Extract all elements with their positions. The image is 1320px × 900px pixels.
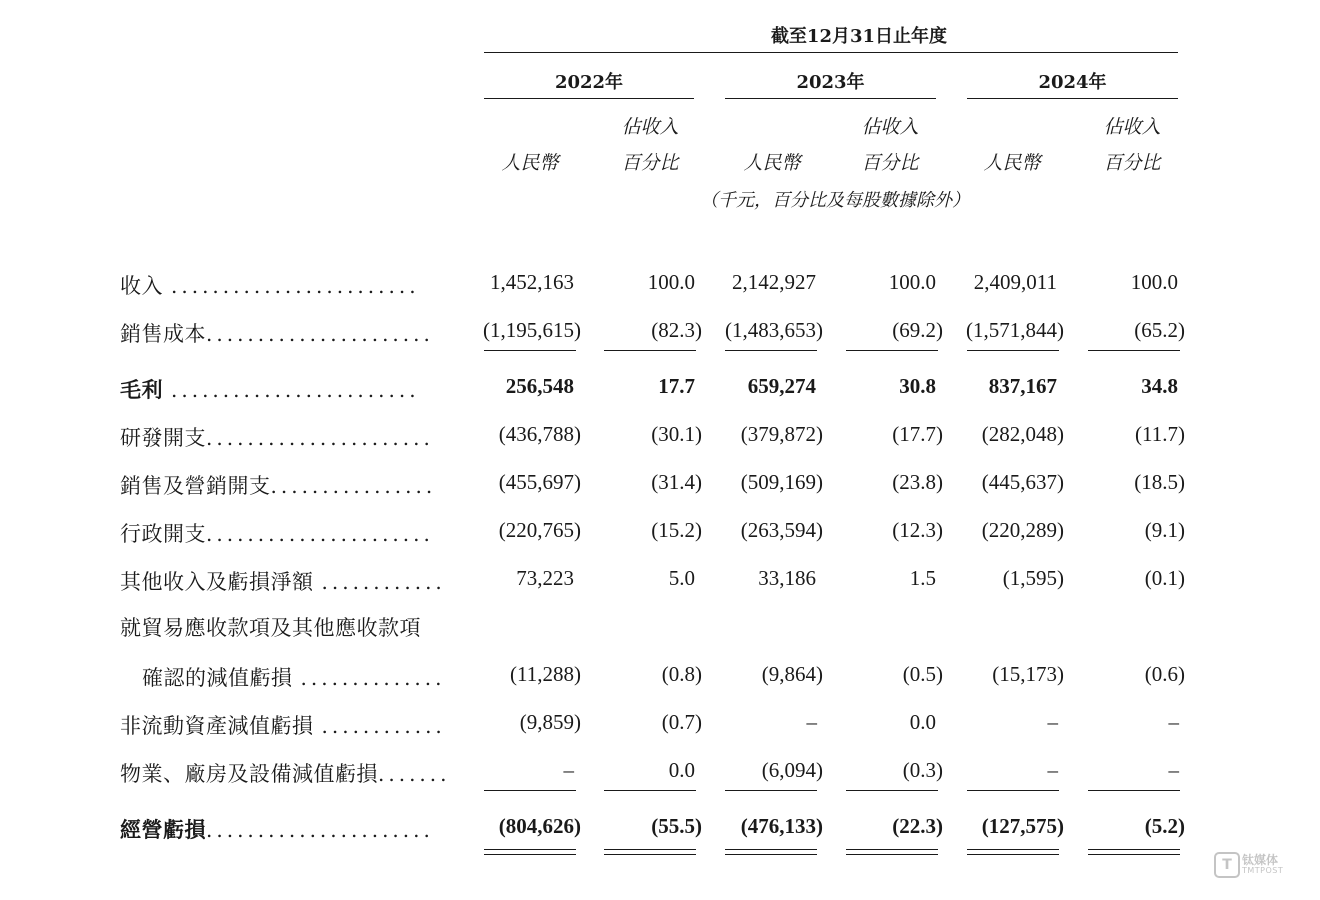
row-selling-2023-pct: (23.8) [892,470,943,494]
row-label-revenue: 收入 ........................ [120,274,420,298]
subtotal-rule2-2022-amount [484,790,576,791]
row-gross-2022-amount: 256,548 [505,374,574,398]
row-admin-2024-amount: (220,289) [981,518,1064,542]
row-revenue-2023-amount: 2,142,927 [732,270,816,294]
row-noncurrent-2023-pct: 0.0 [909,710,936,734]
row-label-receivables-impairment: 確認的減值虧損 .............. [142,666,446,690]
row-noncurrent-2024-pct: – [1168,710,1179,734]
row-ppe-2023-pct: (0.3) [902,758,943,782]
row-cost-2023-pct: (69.2) [892,318,943,342]
row-selling-2024-amount: (445,637) [981,470,1064,494]
pct-header-2022-line1: 佔收入 [621,116,679,138]
currency-header-2022: 人民幣 [501,152,559,174]
subtotal-rule2-2022-pct [604,790,696,791]
total-rule-2024-amount-b [967,854,1059,855]
row-other-2022-pct: 5.0 [668,566,695,590]
subtotal-rule-2023-pct [846,350,938,351]
total-rule-2022-pct-b [604,854,696,855]
row-label-operating-loss: 經營虧損...................... [120,817,434,842]
row-other-2023-amount: 33,186 [758,566,816,590]
row-rnd-2023-pct: (17.7) [892,422,943,446]
row-revenue-2024-pct: 100.0 [1130,270,1178,294]
watermark-cn-text: 钛媒体 [1242,853,1279,867]
row-revenue-2022-amount: 1,452,163 [490,270,574,294]
subtotal-rule-2022-amount [484,350,576,351]
row-selling-2022-pct: (31.4) [651,470,702,494]
row-other-2022-amount: 73,223 [516,566,574,590]
row-noncurrent-2023-amount: – [806,710,817,734]
row-label-cost-of-sales: 銷售成本...................... [120,322,434,346]
row-revenue-2022-pct: 100.0 [647,270,695,294]
row-admin-2024-pct: (9.1) [1144,518,1185,542]
row-cost-2022-amount: (1,195,615) [483,318,581,342]
total-rule-2022-amount-b [484,854,576,855]
row-oploss-2022-pct: (55.5) [651,814,702,838]
row-oploss-2023-amount: (476,133) [740,814,823,838]
row-cost-2022-pct: (82.3) [651,318,702,342]
row-ppe-2023-amount: (6,094) [761,758,823,782]
row-recv-2022-pct: (0.8) [661,662,702,686]
total-rule-2022-pct-a [604,849,696,850]
subtotal-rule2-2024-amount [967,790,1059,791]
subtotal-rule2-2023-amount [725,790,817,791]
row-label-other-income: 其他收入及虧損淨額 ............ [120,570,446,594]
row-ppe-2024-amount: – [1047,758,1058,782]
period-rule [484,52,1178,53]
pct-header-2024-line1: 佔收入 [1103,116,1161,138]
row-admin-2023-pct: (12.3) [892,518,943,542]
row-gross-2024-amount: 837,167 [988,374,1057,398]
total-rule-2024-pct-b [1088,854,1180,855]
currency-header-2023: 人民幣 [743,152,801,174]
row-selling-2023-amount: (509,169) [740,470,823,494]
year-header-2022: 2022年 [554,72,624,93]
year-rule-2023 [725,98,936,99]
row-recv-2024-pct: (0.6) [1144,662,1185,686]
row-rnd-2022-amount: (436,788) [498,422,581,446]
row-recv-2022-amount: (11,288) [510,662,581,686]
currency-header-2024: 人民幣 [983,152,1041,174]
row-gross-2023-amount: 659,274 [747,374,816,398]
row-gross-2023-pct: 30.8 [899,374,936,398]
subtotal-rule-2024-pct [1088,350,1180,351]
row-admin-2023-amount: (263,594) [740,518,823,542]
row-rnd-2024-pct: (11.7) [1135,422,1185,446]
year-rule-2024 [967,98,1178,99]
year-header-2024: 2024年 [1038,72,1107,93]
row-noncurrent-2022-amount: (9,859) [519,710,581,734]
watermark-en-text: TMTPOST [1242,866,1284,875]
row-oploss-2024-pct: (5.2) [1144,814,1185,838]
tmtpost-logo-icon: T [1214,852,1240,878]
tmtpost-watermark [1214,852,1286,878]
row-label-admin: 行政開支...................... [120,522,434,546]
total-rule-2023-amount-a [725,849,817,850]
row-label-rnd: 研發開支...................... [120,426,434,450]
row-gross-2024-pct: 34.8 [1141,374,1178,398]
row-noncurrent-2022-pct: (0.7) [661,710,702,734]
year-header-2023: 2023年 [796,72,865,93]
row-oploss-2024-amount: (127,575) [981,814,1064,838]
row-admin-2022-pct: (15.2) [651,518,702,542]
row-cost-2024-amount: (1,571,844) [966,318,1064,342]
row-rnd-2022-pct: (30.1) [651,422,702,446]
row-selling-2024-pct: (18.5) [1134,470,1185,494]
row-ppe-2022-pct: 0.0 [668,758,695,782]
row-oploss-2023-pct: (22.3) [892,814,943,838]
row-other-2023-pct: 1.5 [909,566,936,590]
row-other-2024-amount: (1,595) [1002,566,1064,590]
row-revenue-2023-pct: 100.0 [888,270,936,294]
subtotal-rule-2023-amount [725,350,817,351]
subtotal-rule2-2024-pct [1088,790,1180,791]
row-cost-2024-pct: (65.2) [1134,318,1185,342]
total-rule-2023-amount-b [725,854,817,855]
row-rnd-2024-amount: (282,048) [981,422,1064,446]
row-recv-2023-pct: (0.5) [902,662,943,686]
total-rule-2023-pct-a [846,849,938,850]
row-recv-2023-amount: (9,864) [761,662,823,686]
row-cost-2023-amount: (1,483,653) [725,318,823,342]
pct-header-2024-line2: 百分比 [1103,152,1161,174]
row-label-receivables-heading: 就貿易應收款項及其他應收款項 [120,616,421,640]
pct-header-2022-line2: 百分比 [621,152,679,174]
row-label-noncurrent-impairment: 非流動資產減值虧損 ............ [120,714,446,738]
row-admin-2022-amount: (220,765) [498,518,581,542]
total-rule-2023-pct-b [846,854,938,855]
row-label-gross-profit: 毛利 ........................ [120,377,420,402]
period-header: 截至12月31日止年度 [770,26,948,47]
pct-header-2023-line1: 佔收入 [861,116,919,138]
subtotal-rule2-2023-pct [846,790,938,791]
row-selling-2022-amount: (455,697) [498,470,581,494]
total-rule-2024-amount-a [967,849,1059,850]
row-noncurrent-2024-amount: – [1047,710,1058,734]
row-revenue-2024-amount: 2,409,011 [973,270,1057,294]
unit-note: （千元，百分比及每股數據除外） [700,190,970,211]
total-rule-2022-amount-a [484,849,576,850]
subtotal-rule-2024-amount [967,350,1059,351]
row-other-2024-pct: (0.1) [1144,566,1185,590]
row-label-selling: 銷售及營銷開支................ [120,474,437,498]
row-label-ppe-impairment: 物業、廠房及設備減值虧損....... [120,762,451,786]
row-ppe-2022-amount: – [563,758,574,782]
row-oploss-2022-amount: (804,626) [498,814,581,838]
year-rule-2022 [484,98,694,99]
pct-header-2023-line2: 百分比 [861,152,919,174]
row-rnd-2023-amount: (379,872) [740,422,823,446]
row-gross-2022-pct: 17.7 [658,374,695,398]
total-rule-2024-pct-a [1088,849,1180,850]
subtotal-rule-2022-pct [604,350,696,351]
row-recv-2024-amount: (15,173) [992,662,1064,686]
row-ppe-2024-pct: – [1168,758,1179,782]
